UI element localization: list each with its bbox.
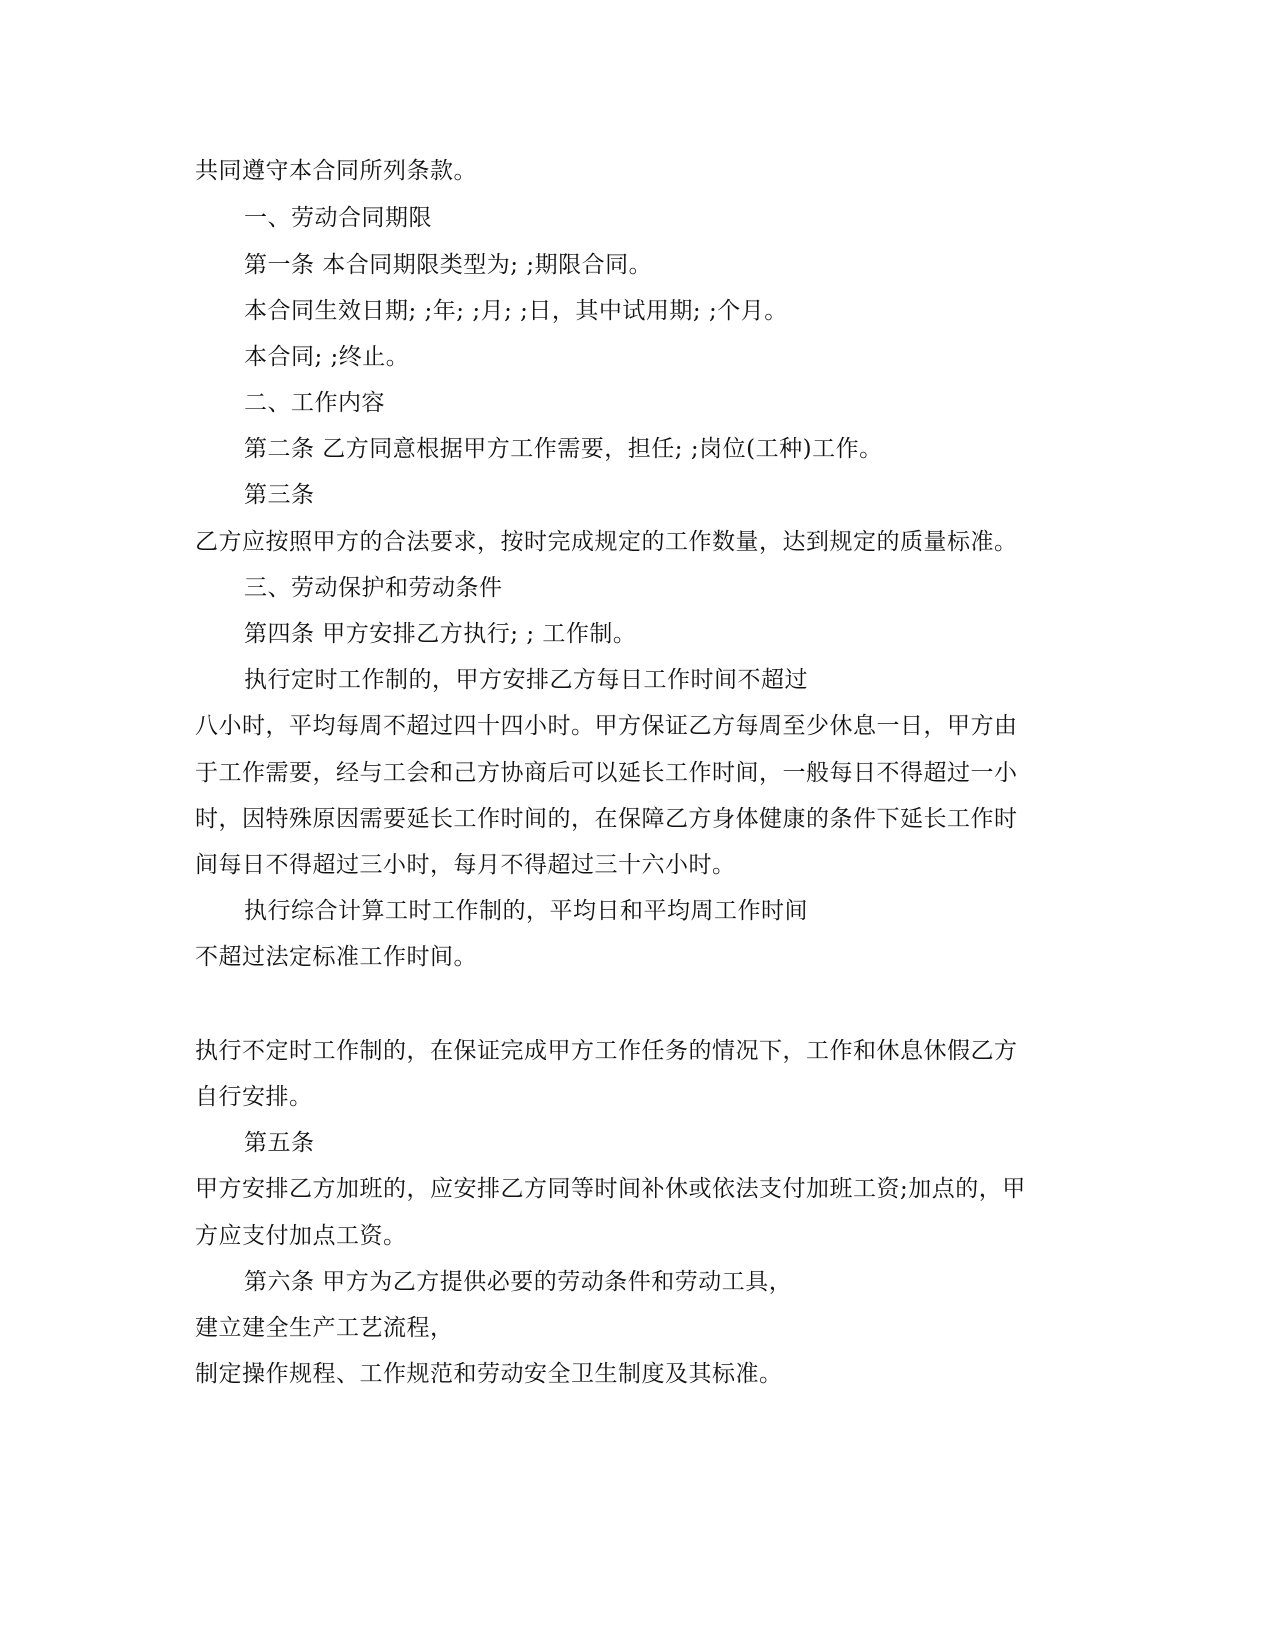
text-line: 共同遵守本合同所列条款。 — [195, 158, 477, 184]
text-line: 制定操作规程、工作规范和劳动安全卫生制度及其标准。 — [195, 1361, 783, 1387]
section-heading: 二、工作内容 — [244, 390, 385, 416]
text-line: 时，因特殊原因需要延长工作时间的，在保障乙方身体健康的条件下延长工作时 — [195, 806, 1018, 832]
text-line: 本合同; ;终止。 — [244, 344, 410, 370]
clause-4: 第四条 甲方安排乙方执行; ; 工作制。 — [244, 621, 637, 647]
text-line: 不超过法定标准工作时间。 — [195, 944, 477, 970]
text-line: 间每日不得超过三小时，每月不得超过三十六小时。 — [195, 852, 736, 878]
section-heading: 一、劳动合同期限 — [244, 205, 432, 231]
text-line: 方应支付加点工资。 — [195, 1223, 407, 1249]
text-line: 甲方安排乙方加班的，应安排乙方同等时间补休或依法支付加班工资;加点的，甲 — [195, 1176, 1026, 1202]
section-heading: 三、劳动保护和劳动条件 — [244, 575, 503, 601]
clause-2: 第二条 乙方同意根据甲方工作需要，担任; ;岗位(工种)工作。 — [244, 436, 883, 462]
text-line: 执行不定时工作制的，在保证完成甲方工作任务的情况下，工作和休息休假乙方 — [195, 1038, 1018, 1064]
clause-3: 第三条 — [244, 482, 315, 508]
text-line: 于工作需要，经与工会和己方协商后可以延长工作时间，一般每日不得超过一小 — [195, 760, 1018, 786]
text-line: 乙方应按照甲方的合法要求，按时完成规定的工作数量，达到规定的质量标准。 — [195, 529, 1018, 555]
clause-1: 第一条 本合同期限类型为; ;期限合同。 — [244, 252, 653, 278]
text-line: 执行综合计算工时工作制的，平均日和平均周工作时间 — [244, 898, 808, 924]
text-line: 八小时，平均每周不超过四十四小时。甲方保证乙方每周至少休息一日，甲方由 — [195, 713, 1018, 739]
text-line: 自行安排。 — [195, 1084, 313, 1110]
text-line: 执行定时工作制的，甲方安排乙方每日工作时间不超过 — [244, 667, 808, 693]
text-line: 本合同生效日期; ;年; ;月; ;日，其中试用期; ;个月。 — [244, 298, 788, 324]
clause-5: 第五条 — [244, 1130, 315, 1156]
text-line: 建立建全生产工艺流程， — [195, 1315, 454, 1341]
clause-6: 第六条 甲方为乙方提供必要的劳动条件和劳动工具， — [244, 1269, 793, 1295]
